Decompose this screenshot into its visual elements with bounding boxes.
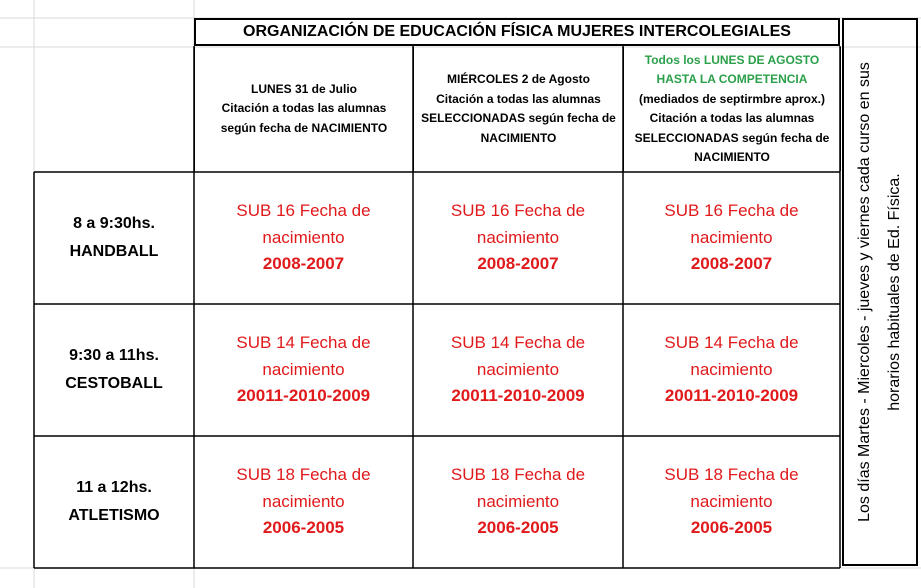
category-label: nacimiento <box>262 227 345 247</box>
category-cell <box>413 172 623 304</box>
category-label: SUB 16 Fecha de <box>236 201 371 221</box>
category-label: nacimiento <box>262 359 345 379</box>
birth-years: 2008-2007 <box>262 254 345 274</box>
category-cell <box>194 436 413 568</box>
birth-years: 2006-2005 <box>477 518 559 538</box>
category-cell <box>194 304 413 436</box>
header-line: Citación a todas las alumnas <box>649 111 815 125</box>
time-label: 11 a 12hs. <box>76 479 152 496</box>
birth-years: 2008-2007 <box>477 254 559 274</box>
side-note-box <box>842 18 918 566</box>
header-line: Citación a todas las alumnas <box>221 101 387 116</box>
header-cell-lunes <box>194 47 414 171</box>
sport-label: HANDBALL <box>69 243 159 260</box>
birth-years: 2006-2005 <box>262 518 345 538</box>
time-label: 8 a 9:30hs. <box>73 215 155 232</box>
header-line: según fecha de NACIMIENTO <box>220 120 388 135</box>
header-line: SELECCIONADAS según fecha de <box>634 130 830 145</box>
category-cell <box>623 436 840 568</box>
category-label: nacimiento <box>476 491 560 511</box>
side-note-text <box>850 18 910 566</box>
category-label: SUB 18 Fecha de <box>236 465 371 485</box>
header-line: Citación a todas las alumnas <box>436 91 601 106</box>
category-label: nacimiento <box>690 227 773 247</box>
birth-years: 2006-2005 <box>690 518 773 538</box>
header-line: (mediados de septirmbre aprox.) <box>638 91 826 106</box>
header-line: MIÉRCOLES 2 de Agosto <box>447 72 590 86</box>
header-cell-miercoles <box>413 47 624 171</box>
sport-label: CESTOBALL <box>65 375 163 392</box>
category-cell <box>413 304 623 436</box>
header-line: SELECCIONADAS según fecha de <box>421 111 616 125</box>
sport-label: ATLETISMO <box>68 507 160 524</box>
header-line: NACIMIENTO <box>694 150 770 164</box>
page-title: ORGANIZACIÓN DE EDUCACIÓN FÍSICA MUJERES INTERCOLEGIALES <box>194 18 840 46</box>
birth-years: 2008-2007 <box>690 254 773 274</box>
time-cell-handball <box>34 172 194 304</box>
category-label: nacimiento <box>476 227 560 247</box>
category-cell <box>194 172 413 304</box>
category-label: SUB 14 Fecha de <box>664 333 799 353</box>
category-label: SUB 14 Fecha de <box>236 333 371 353</box>
time-cell-cestoball <box>34 304 194 436</box>
side-note-line: Los días Martes - Miercoles - jueves y viernes cada curso en sus <box>856 62 873 522</box>
category-label: nacimiento <box>690 359 773 379</box>
header-line-green: Todos los LUNES DE AGOSTO <box>644 52 820 67</box>
birth-years: 20011-2010-2009 <box>236 386 371 406</box>
category-label: SUB 18 Fecha de <box>450 465 586 485</box>
category-label: SUB 14 Fecha de <box>450 333 586 353</box>
header-cell-lunes-agosto <box>623 47 841 171</box>
category-label: nacimiento <box>476 359 560 379</box>
category-label: SUB 18 Fecha de <box>664 465 799 485</box>
header-line-green: HASTA LA COMPETENCIA <box>656 72 808 86</box>
side-note-line: horarios habituales de Ed. Física. <box>886 173 903 411</box>
category-label: SUB 16 Fecha de <box>664 201 799 221</box>
time-label: 9:30 a 11hs. <box>69 347 159 364</box>
header-line: NACIMIENTO <box>480 130 557 145</box>
category-cell <box>623 304 840 436</box>
header-line: LUNES 31 de Julio <box>250 81 358 96</box>
birth-years: 20011-2010-2009 <box>664 386 799 406</box>
birth-years: 20011-2010-2009 <box>451 386 585 406</box>
time-cell-atletismo <box>34 436 194 568</box>
category-cell <box>413 436 623 568</box>
category-label: nacimiento <box>262 491 345 511</box>
category-label: SUB 16 Fecha de <box>450 201 586 221</box>
category-cell <box>623 172 840 304</box>
category-label: nacimiento <box>690 491 773 511</box>
